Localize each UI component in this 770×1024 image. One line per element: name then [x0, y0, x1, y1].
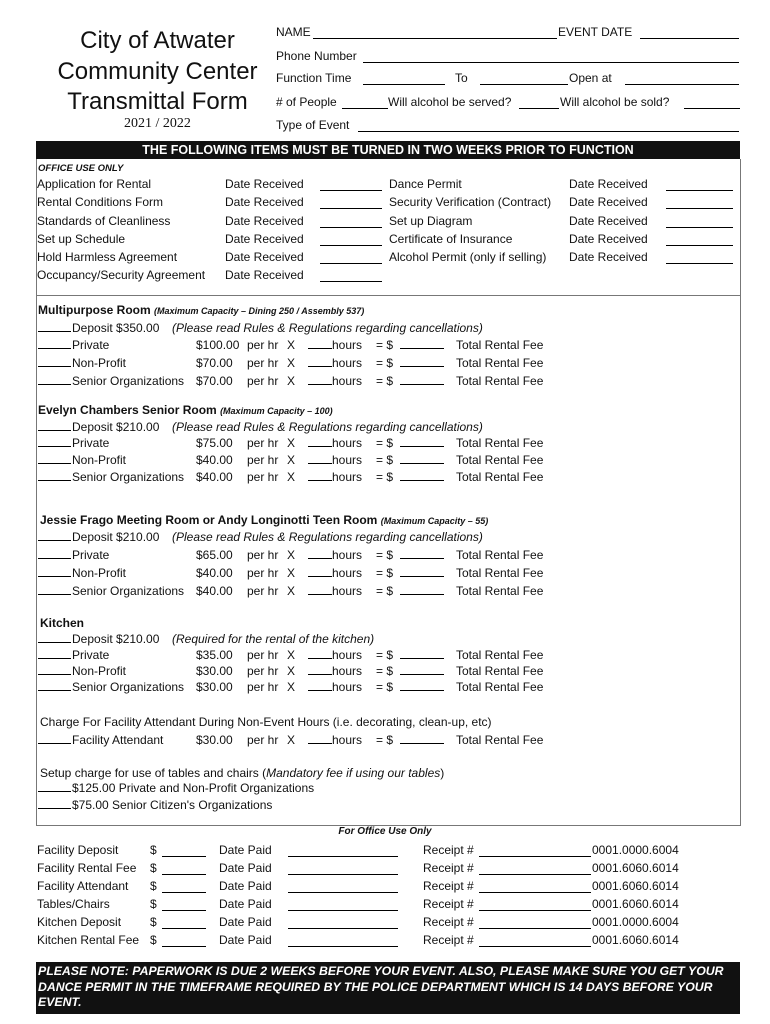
- office-item-label: Set up Diagram: [389, 214, 473, 228]
- attendant-hours-input[interactable]: [308, 743, 332, 744]
- function-time-end-input[interactable]: [480, 84, 568, 85]
- rate-value: $40.00: [196, 566, 233, 580]
- fee-row: [36, 861, 740, 877]
- rate-type-label: Senior Organizations: [72, 680, 185, 694]
- amount-input[interactable]: [400, 594, 444, 595]
- total-fee-label: Total Rental Fee: [456, 680, 544, 694]
- setup-private-label: $125.00 Private and Non-Profit Organizations: [72, 781, 315, 795]
- deposit-check[interactable]: [38, 642, 71, 643]
- evelyn-capacity: (Maximum Capacity – 100): [220, 406, 333, 416]
- per-hr-label: per hr: [247, 548, 279, 562]
- receipt-label: Receipt #: [423, 915, 474, 929]
- account-code: 0001.6060.6014: [592, 879, 679, 893]
- office-item-label: Standards of Cleanliness: [37, 214, 171, 228]
- equals-label: = $: [376, 453, 394, 467]
- date-paid-input[interactable]: [288, 897, 398, 911]
- account-code: 0001.0000.6004: [592, 915, 679, 929]
- times-label: X: [287, 548, 296, 562]
- per-hr-label: per hr: [247, 338, 279, 352]
- office-item-date-input[interactable]: [320, 190, 382, 191]
- hours-input[interactable]: [308, 558, 332, 559]
- paperwork-note: PLEASE NOTE: PAPERWORK IS DUE 2 WEEKS BEFORE YOUR EVENT. ALSO, PLEASE MAKE SURE YOU GET YOUR DANCE PERMIT IN THE TIMEFRAME REQUIRED BY THE POLICE DEPARTMENT WHICH IS 14 DAYS BEFORE YOUR EVENT.: [36, 962, 740, 1014]
- amount-input[interactable]: [400, 348, 444, 349]
- hours-label: hours: [332, 470, 363, 484]
- setup-senior-check[interactable]: [38, 808, 71, 809]
- date-paid-input[interactable]: [288, 861, 398, 875]
- date-paid-label: Date Paid: [219, 879, 272, 893]
- account-code: 0001.6060.6014: [592, 933, 679, 947]
- rate-type-label: Private: [72, 548, 110, 562]
- dollar-sign: $: [150, 861, 157, 875]
- per-hr-label: per hr: [247, 664, 279, 678]
- rate-check[interactable]: [38, 480, 71, 481]
- office-item-label: Hold Harmless Agreement: [37, 250, 178, 264]
- account-code: 0001.6060.6014: [592, 861, 679, 875]
- rate-check[interactable]: [38, 366, 71, 367]
- hours-input[interactable]: [308, 480, 332, 481]
- attendant-label: Facility Attendant: [72, 733, 164, 747]
- account-code: 0001.0000.6004: [592, 843, 679, 857]
- hours-input[interactable]: [308, 384, 332, 385]
- total-fee-label: Total Rental Fee: [456, 338, 544, 352]
- amount-input[interactable]: [400, 658, 444, 659]
- times-label: X: [287, 664, 296, 678]
- dollar-sign: $: [150, 879, 157, 893]
- rate-value: $40.00: [196, 453, 233, 467]
- per-hr-label: per hr: [247, 436, 279, 450]
- alcohol-served-label: Will alcohol be served?: [388, 95, 512, 109]
- date-received-label: Date Received: [569, 177, 648, 191]
- date-paid-label: Date Paid: [219, 861, 272, 875]
- date-received-label: Date Received: [225, 214, 304, 228]
- date-paid-input[interactable]: [288, 933, 398, 947]
- date-received-label: Date Received: [569, 195, 648, 209]
- rate-type-label: Private: [72, 338, 110, 352]
- office-item-date-input[interactable]: [320, 245, 382, 246]
- rate-value: $40.00: [196, 584, 233, 598]
- equals-label: = $: [376, 338, 394, 352]
- receipt-label: Receipt #: [423, 897, 474, 911]
- rate-type-label: Non-Profit: [72, 664, 127, 678]
- receipt-input[interactable]: [479, 915, 591, 929]
- date-received-label: Date Received: [225, 268, 304, 282]
- rate-type-label: Non-Profit: [72, 356, 127, 370]
- deposit-label: Deposit $210.00: [72, 632, 160, 646]
- dollar-sign: $: [150, 933, 157, 947]
- hours-input[interactable]: [308, 594, 332, 595]
- date-received-label: Date Received: [225, 177, 304, 191]
- per-hr-label: per hr: [247, 374, 279, 388]
- rate-value: $100.00: [196, 338, 240, 352]
- times-label: X: [287, 584, 296, 598]
- rate-value: $40.00: [196, 470, 233, 484]
- total-fee-label: Total Rental Fee: [456, 566, 544, 580]
- times-label: X: [287, 436, 296, 450]
- hours-label: hours: [332, 548, 363, 562]
- fee-row: [36, 933, 740, 949]
- rate-type-label: Senior Organizations: [72, 374, 185, 388]
- people-label: # of People: [276, 95, 337, 109]
- rate-check[interactable]: [38, 658, 71, 659]
- office-item-date-input[interactable]: [320, 227, 382, 228]
- hours-input[interactable]: [308, 348, 332, 349]
- jessie-room-title: Jessie Frago Meeting Room or Andy Longinotti Teen Room (Maximum Capacity – 55): [40, 513, 489, 527]
- setup-senior-label: $75.00 Senior Citizen's Organizations: [72, 798, 273, 812]
- attendant-check[interactable]: [38, 743, 71, 744]
- rate-type-label: Non-Profit: [72, 453, 127, 467]
- hours-label: hours: [332, 356, 363, 370]
- per-hr-label: per hr: [247, 470, 279, 484]
- date-paid-label: Date Paid: [219, 933, 272, 947]
- per-hr-label: per hr: [247, 733, 279, 747]
- rate-value: $30.00: [196, 664, 233, 678]
- equals-label: = $: [376, 733, 394, 747]
- rate-value: $30.00: [196, 680, 233, 694]
- date-received-label: Date Received: [569, 232, 648, 246]
- date-paid-input[interactable]: [288, 879, 398, 893]
- title-line-1: City of Atwater: [80, 27, 235, 54]
- rate-value: $75.00: [196, 436, 233, 450]
- office-item-label: Occupancy/Security Agreement: [37, 268, 206, 282]
- total-fee-label: Total Rental Fee: [456, 584, 544, 598]
- receipt-input[interactable]: [479, 897, 591, 911]
- name-input[interactable]: [313, 38, 557, 39]
- date-paid-input[interactable]: [288, 915, 398, 929]
- date-paid-label: Date Paid: [219, 915, 272, 929]
- total-fee-label: Total Rental Fee: [456, 470, 544, 484]
- fee-row: [36, 879, 740, 895]
- times-label: X: [287, 453, 296, 467]
- per-hr-label: per hr: [247, 584, 279, 598]
- per-hr-label: per hr: [247, 648, 279, 662]
- event-date-label: EVENT DATE: [558, 25, 633, 39]
- deposit-note: (Please read Rules & Regulations regarding cancellations): [172, 321, 483, 335]
- per-hr-label: per hr: [247, 566, 279, 580]
- office-item-label: Application for Rental: [37, 177, 152, 191]
- phone-label: Phone Number: [276, 49, 357, 63]
- hours-input[interactable]: [308, 674, 332, 675]
- attendant-amount-input[interactable]: [400, 743, 444, 744]
- receipt-input[interactable]: [479, 843, 591, 857]
- amount-input[interactable]: [400, 366, 444, 367]
- rate-check[interactable]: [38, 463, 71, 464]
- amount-input[interactable]: [400, 446, 444, 447]
- attendant-heading: Charge For Facility Attendant During Non-Event Hours (i.e. decorating, clean-up, etc): [40, 715, 492, 729]
- date-received-label: Date Received: [569, 250, 648, 264]
- deposit-note: (Please read Rules & Regulations regarding cancellations): [172, 530, 483, 544]
- per-hr-label: per hr: [247, 356, 279, 370]
- date-paid-label: Date Paid: [219, 843, 272, 857]
- account-code: 0001.6060.6014: [592, 897, 679, 911]
- fee-label: Facility Rental Fee: [37, 861, 137, 875]
- office-item-date-input[interactable]: [666, 245, 733, 246]
- kitchen-title: Kitchen: [40, 616, 85, 630]
- to-label: To: [455, 71, 468, 85]
- fee-label: Kitchen Rental Fee: [37, 933, 140, 947]
- hours-label: hours: [332, 733, 363, 747]
- dollar-sign: $: [150, 915, 157, 929]
- fee-amount-input[interactable]: [162, 933, 206, 947]
- amount-input[interactable]: [400, 463, 444, 464]
- office-item-date-input[interactable]: [666, 208, 733, 209]
- receipt-label: Receipt #: [423, 861, 474, 875]
- name-label: NAME: [276, 25, 311, 39]
- office-item-date-input[interactable]: [320, 281, 382, 282]
- hours-label: hours: [332, 648, 363, 662]
- alcohol-sold-input[interactable]: [684, 108, 740, 109]
- deposit-check[interactable]: [38, 430, 71, 431]
- fee-label: Tables/Chairs: [37, 897, 110, 911]
- equals-label: = $: [376, 680, 394, 694]
- rate-check[interactable]: [38, 558, 71, 559]
- rate-check[interactable]: [38, 348, 71, 349]
- per-hr-label: per hr: [247, 680, 279, 694]
- hours-label: hours: [332, 680, 363, 694]
- open-at-label: Open at: [569, 71, 612, 85]
- function-time-label: Function Time: [276, 71, 352, 85]
- office-item-label: Rental Conditions Form: [37, 195, 164, 209]
- people-input[interactable]: [342, 108, 388, 109]
- rate-check[interactable]: [38, 384, 71, 385]
- receipt-label: Receipt #: [423, 879, 474, 893]
- event-type-label: Type of Event: [276, 118, 350, 132]
- receipt-input[interactable]: [479, 879, 591, 893]
- amount-input[interactable]: [400, 480, 444, 481]
- alcohol-served-input[interactable]: [519, 108, 559, 109]
- fee-row: [36, 915, 740, 931]
- date-received-label: Date Received: [225, 232, 304, 246]
- fee-amount-input[interactable]: [162, 897, 206, 911]
- deadline-banner: THE FOLLOWING ITEMS MUST BE TURNED IN TWO WEEKS PRIOR TO FUNCTION: [36, 141, 740, 159]
- fee-row: [36, 897, 740, 913]
- equals-label: = $: [376, 584, 394, 598]
- fee-label: Kitchen Deposit: [37, 915, 122, 929]
- total-fee-label: Total Rental Fee: [456, 374, 544, 388]
- rate-check[interactable]: [38, 674, 71, 675]
- office-item-date-input[interactable]: [666, 227, 733, 228]
- rate-type-label: Senior Organizations: [72, 470, 185, 484]
- amount-input[interactable]: [400, 576, 444, 577]
- event-type-input[interactable]: [358, 131, 739, 132]
- form-year: 2021 / 2022: [124, 116, 191, 131]
- multipurpose-room-title: Multipurpose Room (Maximum Capacity – Dining 250 / Assembly 537): [38, 303, 365, 317]
- jessie-capacity: (Maximum Capacity – 55): [380, 516, 489, 526]
- attendant-rate: $30.00: [196, 733, 233, 747]
- total-fee-label: Total Rental Fee: [456, 733, 544, 747]
- hours-label: hours: [332, 436, 363, 450]
- hours-label: hours: [332, 453, 363, 467]
- total-fee-label: Total Rental Fee: [456, 436, 544, 450]
- office-item-label: Dance Permit: [389, 177, 462, 191]
- multipurpose-capacity: (Maximum Capacity – Dining 250 / Assembly 537): [154, 306, 365, 316]
- office-item-label: Certificate of Insurance: [389, 232, 513, 246]
- date-paid-input[interactable]: [288, 843, 398, 857]
- dollar-sign: $: [150, 843, 157, 857]
- times-label: X: [287, 338, 296, 352]
- office-use-bottom-header: For Office Use Only: [338, 826, 432, 837]
- hours-label: hours: [332, 374, 363, 388]
- hours-label: hours: [332, 584, 363, 598]
- fee-label: Facility Deposit: [37, 843, 119, 857]
- equals-label: = $: [376, 664, 394, 678]
- equals-label: = $: [376, 374, 394, 388]
- deposit-label: Deposit $210.00: [72, 420, 160, 434]
- total-fee-label: Total Rental Fee: [456, 453, 544, 467]
- deposit-note: (Please read Rules & Regulations regarding cancellations): [172, 420, 483, 434]
- times-label: X: [287, 648, 296, 662]
- office-item-date-input[interactable]: [320, 263, 382, 264]
- receipt-label: Receipt #: [423, 933, 474, 947]
- rate-value: $70.00: [196, 374, 233, 388]
- receipt-label: Receipt #: [423, 843, 474, 857]
- rate-type-label: Non-Profit: [72, 566, 127, 580]
- amount-input[interactable]: [400, 690, 444, 691]
- date-received-label: Date Received: [225, 250, 304, 264]
- rate-check[interactable]: [38, 594, 71, 595]
- rate-check[interactable]: [38, 576, 71, 577]
- dollar-sign: $: [150, 897, 157, 911]
- fee-row: [36, 843, 740, 859]
- fee-amount-input[interactable]: [162, 843, 206, 857]
- times-label: X: [287, 733, 296, 747]
- amount-input[interactable]: [400, 384, 444, 385]
- hours-label: hours: [332, 338, 363, 352]
- deposit-check[interactable]: [38, 331, 71, 332]
- rate-value: $70.00: [196, 356, 233, 370]
- phone-input[interactable]: [363, 62, 739, 63]
- office-item-label: Alcohol Permit (only if selling): [389, 250, 547, 264]
- receipt-input[interactable]: [479, 933, 591, 947]
- office-item-date-input[interactable]: [666, 263, 733, 264]
- date-paid-label: Date Paid: [219, 897, 272, 911]
- hours-label: hours: [332, 664, 363, 678]
- times-label: X: [287, 680, 296, 694]
- total-fee-label: Total Rental Fee: [456, 648, 544, 662]
- receipt-input[interactable]: [479, 861, 591, 875]
- deposit-note: (Required for the rental of the kitchen): [172, 632, 375, 646]
- hours-input[interactable]: [308, 446, 332, 447]
- setup-heading: Setup charge for use of tables and chairs (Mandatory fee if using our tables): [40, 766, 445, 780]
- rate-type-label: Private: [72, 648, 110, 662]
- office-use-header: OFFICE USE ONLY: [38, 163, 124, 174]
- deposit-label: Deposit $210.00: [72, 530, 160, 544]
- equals-label: = $: [376, 470, 394, 484]
- office-item-label: Set up Schedule: [37, 232, 126, 246]
- times-label: X: [287, 566, 296, 580]
- date-received-label: Date Received: [225, 195, 304, 209]
- title-line-3: Transmittal Form: [67, 88, 248, 115]
- times-label: X: [287, 374, 296, 388]
- equals-label: = $: [376, 648, 394, 662]
- office-item-date-input[interactable]: [320, 208, 382, 209]
- office-item-label: Security Verification (Contract): [389, 195, 552, 209]
- hours-input[interactable]: [308, 576, 332, 577]
- hours-label: hours: [332, 566, 363, 580]
- amount-input[interactable]: [400, 674, 444, 675]
- equals-label: = $: [376, 566, 394, 580]
- function-time-start-input[interactable]: [363, 84, 445, 85]
- equals-label: = $: [376, 436, 394, 450]
- hours-input[interactable]: [308, 658, 332, 659]
- fee-amount-input[interactable]: [162, 879, 206, 893]
- equals-label: = $: [376, 356, 394, 370]
- rate-check[interactable]: [38, 446, 71, 447]
- deposit-label: Deposit $350.00: [72, 321, 160, 335]
- date-received-label: Date Received: [569, 214, 648, 228]
- setup-private-check[interactable]: [38, 791, 71, 792]
- fee-amount-input[interactable]: [162, 915, 206, 929]
- fee-label: Facility Attendant: [37, 879, 129, 893]
- title-line-2: Community Center: [57, 58, 258, 85]
- total-fee-label: Total Rental Fee: [456, 548, 544, 562]
- fee-amount-input[interactable]: [162, 861, 206, 875]
- rate-type-label: Senior Organizations: [72, 584, 185, 598]
- deposit-check[interactable]: [38, 540, 71, 541]
- total-fee-label: Total Rental Fee: [456, 664, 544, 678]
- total-fee-label: Total Rental Fee: [456, 356, 544, 370]
- per-hr-label: per hr: [247, 453, 279, 467]
- hours-input[interactable]: [308, 690, 332, 691]
- times-label: X: [287, 470, 296, 484]
- office-item-date-input[interactable]: [666, 190, 733, 191]
- equals-label: = $: [376, 548, 394, 562]
- times-label: X: [287, 356, 296, 370]
- alcohol-sold-label: Will alcohol be sold?: [560, 95, 670, 109]
- rate-type-label: Private: [72, 436, 110, 450]
- rate-value: $65.00: [196, 548, 233, 562]
- rate-value: $35.00: [196, 648, 233, 662]
- evelyn-room-title: Evelyn Chambers Senior Room (Maximum Capacity – 100): [38, 403, 333, 417]
- rate-check[interactable]: [38, 690, 71, 691]
- hours-input[interactable]: [308, 366, 332, 367]
- open-at-input[interactable]: [625, 84, 739, 85]
- amount-input[interactable]: [400, 558, 444, 559]
- hours-input[interactable]: [308, 463, 332, 464]
- event-date-input[interactable]: [640, 38, 739, 39]
